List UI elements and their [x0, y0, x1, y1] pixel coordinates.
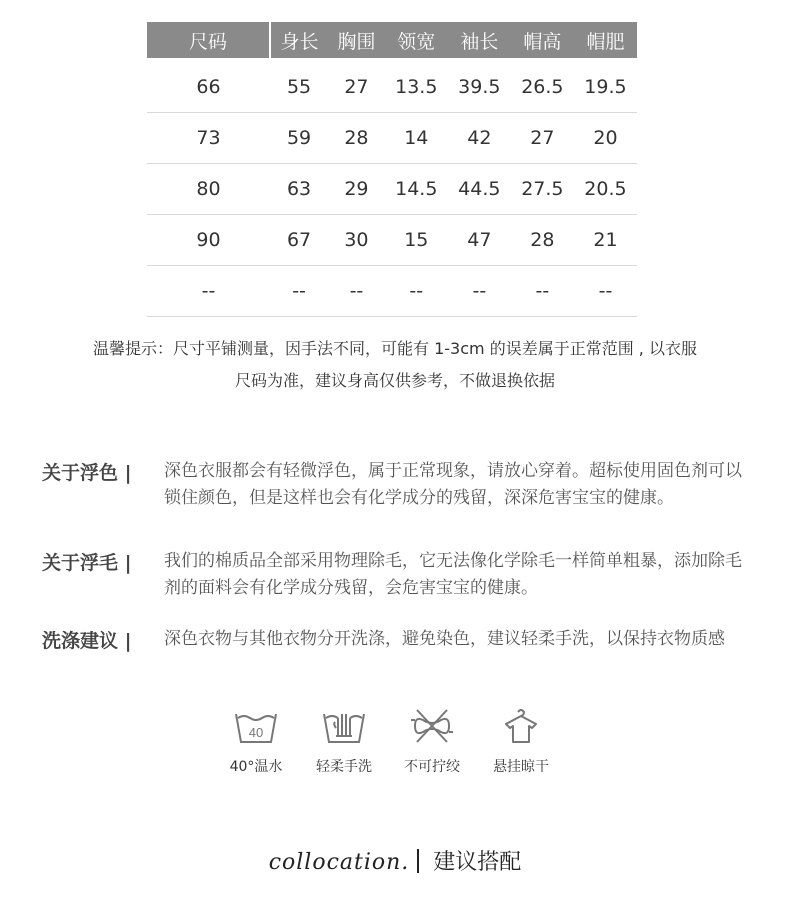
- table-cell: --: [511, 266, 574, 317]
- size-table: [147, 22, 637, 317]
- table-cell: 27: [511, 113, 574, 164]
- table-cell: 29: [328, 164, 385, 215]
- collocation-script: collocation.: [268, 850, 410, 875]
- table-cell: --: [385, 266, 448, 317]
- care-item-no-wring: [387, 706, 477, 776]
- size-tip: [0, 333, 790, 397]
- table-cell: 14: [385, 113, 448, 164]
- table-row: [147, 62, 637, 113]
- header-sleeve: 袖长: [448, 22, 511, 58]
- table-cell: --: [448, 266, 511, 317]
- table-cell: 21: [574, 215, 637, 266]
- tip-line-2: 尺码为准，建议身高仅供参考，不做退换依据: [234, 371, 555, 390]
- tip-line-1: 温馨提示：尺寸平铺测量，因手法不同，可能有 1-3cm 的误差属于正常范围 , 以衣服: [93, 339, 697, 358]
- table-cell: 27.5: [511, 164, 574, 215]
- hand-wash-icon: [321, 706, 367, 746]
- table-row: [147, 113, 637, 164]
- table-cell: 28: [511, 215, 574, 266]
- header-hood-width: 帽肥: [574, 22, 637, 58]
- note-text: 我们的棉质品全部采用物理除毛，它无法像化学除毛一样简单粗暴，添加除毛剂的面料会有化学成分残留，会危害宝宝的健康。: [164, 551, 742, 598]
- header-hood-height: 帽高: [511, 22, 574, 58]
- table-cell: --: [147, 266, 270, 317]
- care-item-hand-wash: [299, 706, 389, 776]
- table-cell: 67: [270, 215, 328, 266]
- care-label: 40°温水: [229, 759, 283, 775]
- table-cell: 73: [147, 113, 270, 164]
- size-table-header: [147, 22, 637, 58]
- table-cell: 42: [448, 113, 511, 164]
- note-title: 关于浮毛 |: [42, 552, 132, 574]
- table-cell: 30: [328, 215, 385, 266]
- table-cell: 39.5: [448, 62, 511, 113]
- table-row: [147, 215, 637, 266]
- collocation-title: 建议搭配: [433, 850, 522, 875]
- care-label: 轻柔手洗: [316, 759, 372, 775]
- table-cell: 44.5: [448, 164, 511, 215]
- table-cell: 13.5: [385, 62, 448, 113]
- table-row: [147, 164, 637, 215]
- svg-text:40: 40: [248, 725, 264, 740]
- table-cell: 27: [328, 62, 385, 113]
- wash-40-icon: [233, 706, 279, 746]
- care-label: 悬挂晾干: [493, 759, 549, 775]
- table-cell: 20: [574, 113, 637, 164]
- no-wring-icon: [409, 706, 455, 746]
- header-chest: 胸围: [328, 22, 385, 58]
- table-cell: 15: [385, 215, 448, 266]
- table-cell: 63: [270, 164, 328, 215]
- table-cell: 80: [147, 164, 270, 215]
- care-item-hang-dry: [476, 706, 566, 776]
- care-item-wash-40: [211, 706, 301, 776]
- note-title: 关于浮色 |: [42, 462, 132, 484]
- header-size: 尺码: [147, 22, 270, 58]
- table-cell: 47: [448, 215, 511, 266]
- note-title: 洗涤建议 |: [42, 630, 132, 652]
- table-cell: --: [574, 266, 637, 317]
- header-length: 身长: [270, 22, 328, 58]
- care-label: 不可拧绞: [404, 759, 460, 775]
- table-cell: --: [270, 266, 328, 317]
- divider: [417, 849, 419, 873]
- note-text: 深色衣服都会有轻微浮色，属于正常现象，请放心穿着。超标使用固色剂可以锁住颜色，但是这样也会有化学成分的残留，深深危害宝宝的健康。: [164, 461, 742, 508]
- table-cell: 14.5: [385, 164, 448, 215]
- table-cell: 55: [270, 62, 328, 113]
- collocation-heading: [0, 845, 790, 876]
- hang-dry-icon: [498, 706, 544, 746]
- table-cell: 19.5: [574, 62, 637, 113]
- table-cell: 20.5: [574, 164, 637, 215]
- table-cell: 26.5: [511, 62, 574, 113]
- table-cell: 90: [147, 215, 270, 266]
- table-cell: 28: [328, 113, 385, 164]
- table-cell: 59: [270, 113, 328, 164]
- table-cell: 66: [147, 62, 270, 113]
- note-text: 深色衣物与其他衣物分开洗涤，避免染色，建议轻柔手洗，以保持衣物质感: [164, 629, 725, 649]
- table-cell: --: [328, 266, 385, 317]
- table-row: [147, 266, 637, 317]
- header-collar: 领宽: [385, 22, 448, 58]
